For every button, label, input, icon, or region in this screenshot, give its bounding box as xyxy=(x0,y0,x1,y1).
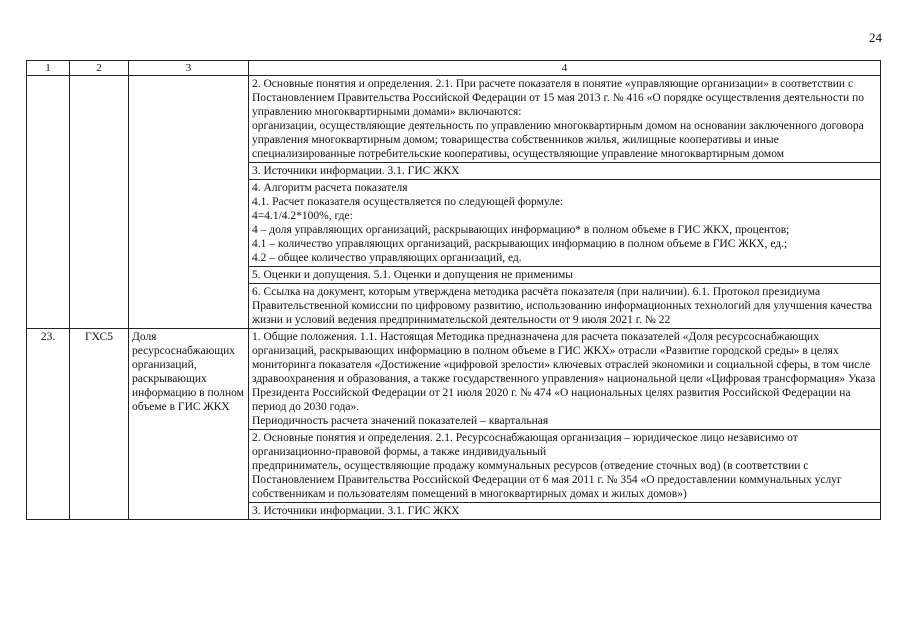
section-algorithm xyxy=(249,180,881,267)
paragraph: 2. Основные понятия и определения. 2.1. Ресурсоснабжающая организация – юридическое лицо независимо от организационно-правовой формы, а также индивидуальный xyxy=(252,432,798,458)
column-number-row xyxy=(27,61,881,76)
row-number: 23. xyxy=(27,329,70,520)
section-definitions xyxy=(249,76,881,163)
paragraph: 3. Источники информации. 3.1. ГИС ЖКХ xyxy=(252,165,460,177)
paragraph: 4 – доля управляющих организаций, раскрывающих информацию* в полном объеме в ГИС ЖКХ, процентов; xyxy=(252,224,790,236)
paragraph: 2. Основные понятия и определения. 2.1. При расчете показателя в понятие «управляющие организации» в соответствии с Постановлением Правительства Российской Федерации от 15 мая 2013 г. № 416 «О порядке осуществления деятельности по управлению многоквартирными домами» включаются: xyxy=(252,78,864,118)
section-definitions xyxy=(249,430,881,503)
column-header-4: 4 xyxy=(249,61,881,76)
page-number: 24 xyxy=(869,30,882,45)
section-sources xyxy=(249,163,881,180)
column-header-1: 1 xyxy=(27,61,70,76)
methodology-table xyxy=(26,60,881,520)
paragraph: 4.2 – общее количество управляющих организаций, ед. xyxy=(252,252,522,264)
paragraph: организации, осуществляющие деятельность по управлению многоквартирным домом на основании заключенного договора управления многоквартирным домом; товарищества собственников жилья, жилищные кооперативы и иные специализированные потребительские кооперативы, осуществляющие управление многоквартирным домом xyxy=(252,120,864,160)
paragraph: Периодичность расчета значений показателей – квартальная xyxy=(252,415,549,427)
row-code-cell xyxy=(70,76,129,329)
paragraph: 4. Алгоритм расчета показателя xyxy=(252,182,408,194)
section-reference xyxy=(249,284,881,329)
paragraph: 4.1 – количество управляющих организаций, раскрывающих информацию в полном объеме в ГИС ЖКХ, ед.; xyxy=(252,238,788,250)
formula: 4=4.1/4.2*100%, где: xyxy=(252,210,353,222)
column-header-3: 3 xyxy=(129,61,249,76)
table-row xyxy=(27,329,881,430)
section-sources xyxy=(249,503,881,520)
paragraph: 6. Ссылка на документ, которым утверждена методика расчёта показателя (при наличии). 6.1. Протокол президиума Правительственной комиссии по цифровому развитию, использованию информационных технологий для улучшения качества жизни и условий ведения предпринимательской деятельности от 9 июля 2021 г. № 22 xyxy=(252,286,873,326)
paragraph: предприниматель, осуществляющие продажу коммунальных ресурсов (отведение сточных вод) (в соответствии с Постановлением Правительства Российской Федерации от 6 мая 2011 г. № 354 «О предоставлении коммунальных услуг собственникам и пользователям помещений в многоквартирных домах и жилых домов») xyxy=(252,460,842,500)
section-general xyxy=(249,329,881,430)
paragraph: 4.1. Расчет показателя осуществляется по следующей формуле: xyxy=(252,196,564,208)
section-estimates xyxy=(249,267,881,284)
column-header-2: 2 xyxy=(70,61,129,76)
row-code: ГХС5 xyxy=(70,329,129,520)
indicator-name: Доля ресурсоснабжающих организаций, раскрывающих информацию в полном объеме в ГИС ЖКХ xyxy=(129,329,249,520)
row-name-cell xyxy=(129,76,249,329)
paragraph: 3. Источники информации. 3.1. ГИС ЖКХ xyxy=(252,505,460,517)
row-number-cell xyxy=(27,76,70,329)
table-row xyxy=(27,76,881,163)
paragraph: 5. Оценки и допущения. 5.1. Оценки и допущения не применимы xyxy=(252,269,573,281)
paragraph: 1. Общие положения. 1.1. Настоящая Методика предназначена для расчета показателей «Доля ресурсоснабжающих организаций, раскрывающих информацию в полном объеме в ГИС ЖКХ» отрасли «Развитие городской среды» в целях мониторинга показателя «Достижение «цифровой зрелости» ключевых отраслей экономики и социальной сферы, в том числе здравоохранения и образования, а также государственного управления» национальной цели «Цифровая трансформация» Указа Президента Российской Федерации от 21 июля 2020 г. № 474 «О национальных целях развития Российской Федерации на период до 2030 года». xyxy=(252,331,876,413)
